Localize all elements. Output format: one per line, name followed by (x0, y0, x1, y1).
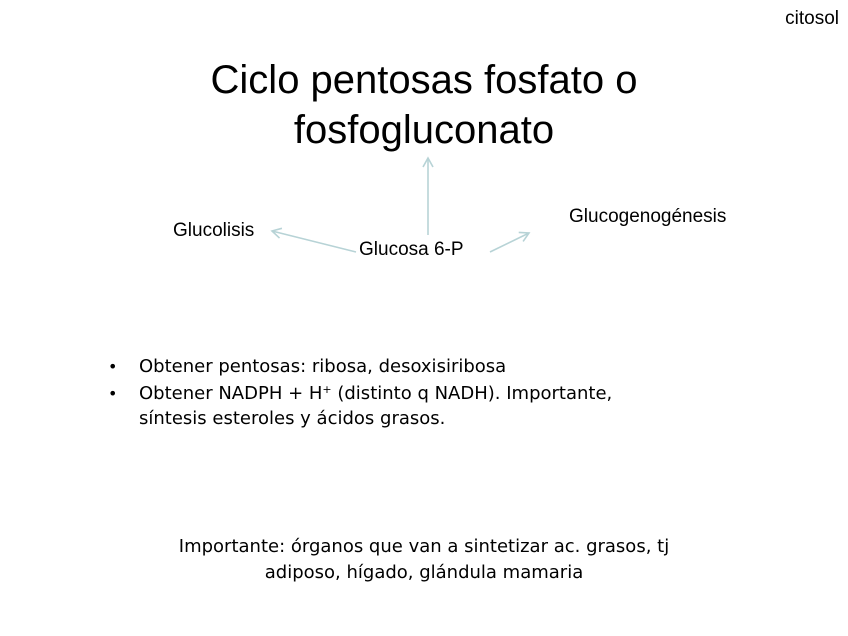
bullet-text-start: Obtener NADPH + H (139, 383, 323, 404)
bullet-list (108, 354, 708, 433)
node-glucogenogenesis: Glucogenogénesis (569, 206, 727, 227)
bullet-text: Obtener pentosas: ribosa, desoxisiribosa (139, 356, 507, 377)
arrow-left (272, 231, 356, 252)
node-glucosa-6-p: Glucosa 6-P (359, 239, 464, 260)
superscript-plus: + (322, 383, 332, 396)
bullet-item (108, 381, 708, 431)
node-glucolisis: Glucolisis (173, 220, 255, 241)
note-line-1: Importante: órganos que van a sintetizar ac. grasos, tj (178, 536, 670, 557)
slide-title-line-1: Ciclo pentosas fosfato o (210, 58, 638, 102)
location-label: citosol (785, 8, 839, 29)
note-line-2: adiposo, hígado, glándula mamaria (264, 562, 584, 583)
bullet-text-continued: síntesis esteroles y ácidos grasos. (139, 408, 446, 429)
bullet-item (108, 354, 708, 379)
bullet-dot: • (108, 384, 118, 403)
slide-title-line-2: fosfogluconato (293, 108, 555, 152)
bullet-text-end: (distinto q NADH). Importante, (331, 383, 613, 404)
arrow-right (490, 233, 529, 252)
bullet-dot: • (108, 357, 118, 376)
